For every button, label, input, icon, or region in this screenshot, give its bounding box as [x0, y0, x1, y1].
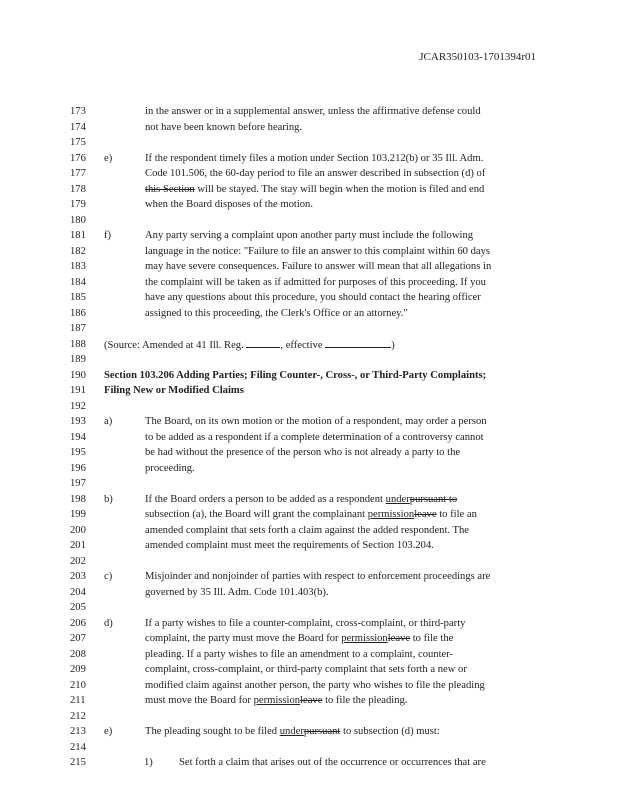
inserted-text: permission [367, 509, 415, 520]
subsection-label: b) [104, 493, 113, 505]
line-number: 200 [70, 524, 86, 536]
line-number: 211 [70, 695, 86, 706]
line-number: 186 [70, 307, 86, 319]
line-number: 209 [70, 664, 86, 675]
line-number: 181 [70, 230, 86, 241]
line-text-end: to subsection (d) must: [340, 726, 440, 737]
line-text: pleading. If a party wishes to file an amendment to a complaint, counter- [145, 648, 454, 660]
line-number: 179 [70, 199, 86, 210]
subsection-label: d) [104, 617, 113, 629]
line-number: 180 [70, 214, 86, 226]
line-text-start: must move the Board for [145, 695, 254, 706]
line-185 [0, 290, 618, 306]
line-text-start: The pleading sought to be filed [145, 726, 280, 737]
line-text: proceeding. [145, 462, 195, 474]
line-number: 199 [70, 509, 86, 520]
line-text: modified claim against another person, the party who wishes to file the pleading [145, 679, 485, 691]
line-list [0, 104, 618, 771]
line-text [145, 507, 477, 523]
line-194 [0, 430, 618, 446]
line-number: 195 [70, 447, 86, 458]
line-number: 178 [70, 183, 86, 195]
line-188 [0, 337, 618, 353]
line-193 [0, 414, 618, 430]
line-number: 213 [70, 726, 86, 737]
line-215 [0, 755, 618, 771]
line-191 [0, 383, 618, 399]
line-text: If the respondent timely files a motion under Section 103.212(b) or 35 Ill. Adm. [145, 152, 484, 164]
line-text-start: subsection (a), the Board will grant the complainant [145, 509, 368, 520]
line-text-end: to file the [410, 633, 454, 644]
line-189 [0, 352, 618, 368]
subsection-label: c) [104, 571, 113, 582]
line-number: 192 [70, 400, 86, 412]
line-text: Any party serving a complaint upon another party must include the following [145, 230, 474, 241]
line-190 [0, 368, 618, 384]
line-208 [0, 647, 618, 663]
line-text: when the Board disposes of the motion. [145, 199, 314, 210]
line-number: 198 [70, 493, 86, 505]
inserted-text: permission [341, 633, 388, 644]
source-note-suffix: ) [391, 339, 395, 351]
line-174 [0, 120, 618, 136]
line-number: 187 [70, 323, 86, 334]
line-179 [0, 197, 618, 213]
line-number: 212 [70, 710, 86, 722]
line-text: be had without the presence of the person who is not already a party to the [145, 447, 461, 458]
line-203 [0, 569, 618, 585]
subsection-label: 1) [144, 757, 153, 768]
subsection-label: a) [104, 416, 113, 427]
line-201 [0, 538, 618, 554]
line-number: 173 [70, 106, 86, 117]
line-181 [0, 228, 618, 244]
line-207 [0, 631, 618, 647]
subsection-label: f) [104, 230, 112, 241]
line-text: complaint, cross-complaint, or third-party complaint that sets forth a new or [145, 664, 467, 675]
line-text: language in the notice: "Failure to file an answer to this complaint within 60 days [145, 245, 491, 257]
line-number: 174 [70, 121, 86, 133]
line-text: If a party wishes to file a counter-complaint, cross-complaint, or third-party [145, 617, 466, 629]
line-number: 193 [70, 416, 86, 427]
line-number: 206 [70, 617, 86, 629]
source-note [104, 337, 395, 354]
line-text [145, 693, 407, 709]
line-205 [0, 600, 618, 616]
line-192 [0, 399, 618, 415]
line-number: 197 [70, 478, 86, 489]
section-heading-cont: Filing New or Modified Claims [104, 385, 244, 396]
line-number: 184 [70, 276, 86, 288]
line-number: 189 [70, 354, 86, 365]
line-214 [0, 740, 618, 756]
struck-text: leave [414, 509, 437, 520]
inserted-text: permission [253, 695, 301, 706]
line-number: 177 [70, 168, 86, 179]
section-heading: Section 103.206 Adding Parties; Filing Counter-, Cross-, or Third-Party Complaints; [104, 369, 487, 381]
line-number: 182 [70, 245, 86, 257]
subsection-label: e) [104, 152, 113, 164]
line-175 [0, 135, 618, 151]
line-number: 215 [70, 757, 86, 768]
line-213 [0, 724, 618, 740]
line-180 [0, 213, 618, 229]
line-198 [0, 492, 618, 508]
line-199 [0, 507, 618, 523]
line-text-start: complaint, the party must move the Board for [145, 633, 342, 644]
line-number: 175 [70, 137, 86, 148]
line-204 [0, 585, 618, 601]
struck-text: leave [300, 695, 323, 706]
line-number: 204 [70, 586, 86, 598]
line-number: 203 [70, 571, 86, 582]
line-number: 190 [70, 369, 86, 381]
line-186 [0, 306, 618, 322]
inserted-text: under [279, 726, 304, 737]
line-text: The Board, on its own motion or the motion of a respondent, may order a person [145, 416, 487, 427]
line-number: 185 [70, 292, 86, 303]
subsection-label: e) [104, 726, 113, 737]
line-178 [0, 182, 618, 198]
struck-text: pursuant [303, 726, 341, 737]
line-196 [0, 461, 618, 477]
line-number: 208 [70, 648, 86, 660]
line-number: 191 [70, 385, 86, 396]
struck-text: pursuant to [409, 493, 458, 505]
line-number: 196 [70, 462, 86, 474]
source-note-middle: , effective [280, 339, 326, 351]
line-number: 188 [70, 338, 86, 350]
line-number: 205 [70, 602, 86, 613]
line-195 [0, 445, 618, 461]
line-text [145, 492, 457, 508]
line-text [145, 631, 453, 647]
line-text: to be added as a respondent if a complete determination of a controversy cannot [145, 431, 484, 443]
line-177 [0, 166, 618, 182]
line-210 [0, 678, 618, 694]
line-text: Misjoinder and nonjoinder of parties with respect to enforcement proceedings are [145, 571, 491, 582]
line-173 [0, 104, 618, 120]
line-number: 194 [70, 431, 86, 443]
line-182 [0, 244, 618, 260]
line-text: have any questions about this procedure, you should contact the hearing officer [145, 292, 481, 303]
line-text [145, 182, 484, 198]
line-number: 183 [70, 261, 86, 272]
line-text: may have severe consequences. Failure to answer will mean that all allegations in [145, 261, 492, 272]
line-number: 201 [70, 540, 86, 551]
line-text: Code 101.506, the 60-day period to file an answer described in subsection (d) of [145, 168, 486, 179]
line-183 [0, 259, 618, 275]
inserted-text: under [385, 493, 410, 505]
effective-date-blank [325, 337, 391, 348]
struck-text: leave [387, 633, 411, 644]
line-number: 202 [70, 555, 86, 567]
line-212 [0, 709, 618, 725]
line-200 [0, 523, 618, 539]
line-text: amended complaint that sets forth a claim against the added respondent. The [145, 524, 469, 536]
line-text: not have been known before hearing. [145, 121, 303, 133]
line-211 [0, 693, 618, 709]
line-text [145, 724, 440, 740]
line-number: 176 [70, 152, 86, 164]
line-number: 214 [70, 741, 86, 753]
line-202 [0, 554, 618, 570]
line-text: the complaint will be taken as if admitted for purposes of this proceeding. If you [145, 276, 486, 288]
line-text-end: to file the pleading. [322, 695, 408, 706]
document-id: JCAR350103-1701394r01 [419, 51, 536, 63]
register-blank [246, 337, 280, 348]
line-number: 210 [70, 679, 86, 691]
line-text: governed by 35 Ill. Adm. Code 101.403(b). [145, 586, 329, 598]
struck-text: this Section [145, 183, 195, 195]
line-187 [0, 321, 618, 337]
line-text-rest: will be stayed. The stay will begin when the motion is filed and end [194, 183, 485, 195]
line-text-end: to file an [436, 509, 477, 520]
line-text: amended complaint must meet the requirements of Section 103.204. [145, 540, 434, 551]
line-197 [0, 476, 618, 492]
line-text-start: If the Board orders a person to be added as a respondent [145, 493, 386, 505]
line-number: 207 [70, 633, 86, 644]
line-206 [0, 616, 618, 632]
line-text: Set forth a claim that arises out of the occurrence or occurrences that are [179, 757, 486, 768]
source-note-prefix: (Source: Amended at 41 Ill. Reg. [104, 339, 247, 351]
line-176 [0, 151, 618, 167]
line-184 [0, 275, 618, 291]
line-209 [0, 662, 618, 678]
line-text: in the answer or in a supplemental answer, unless the affirmative defense could [145, 106, 481, 117]
line-text: assigned to this proceeding, the Clerk's Office or an attorney." [145, 307, 408, 319]
